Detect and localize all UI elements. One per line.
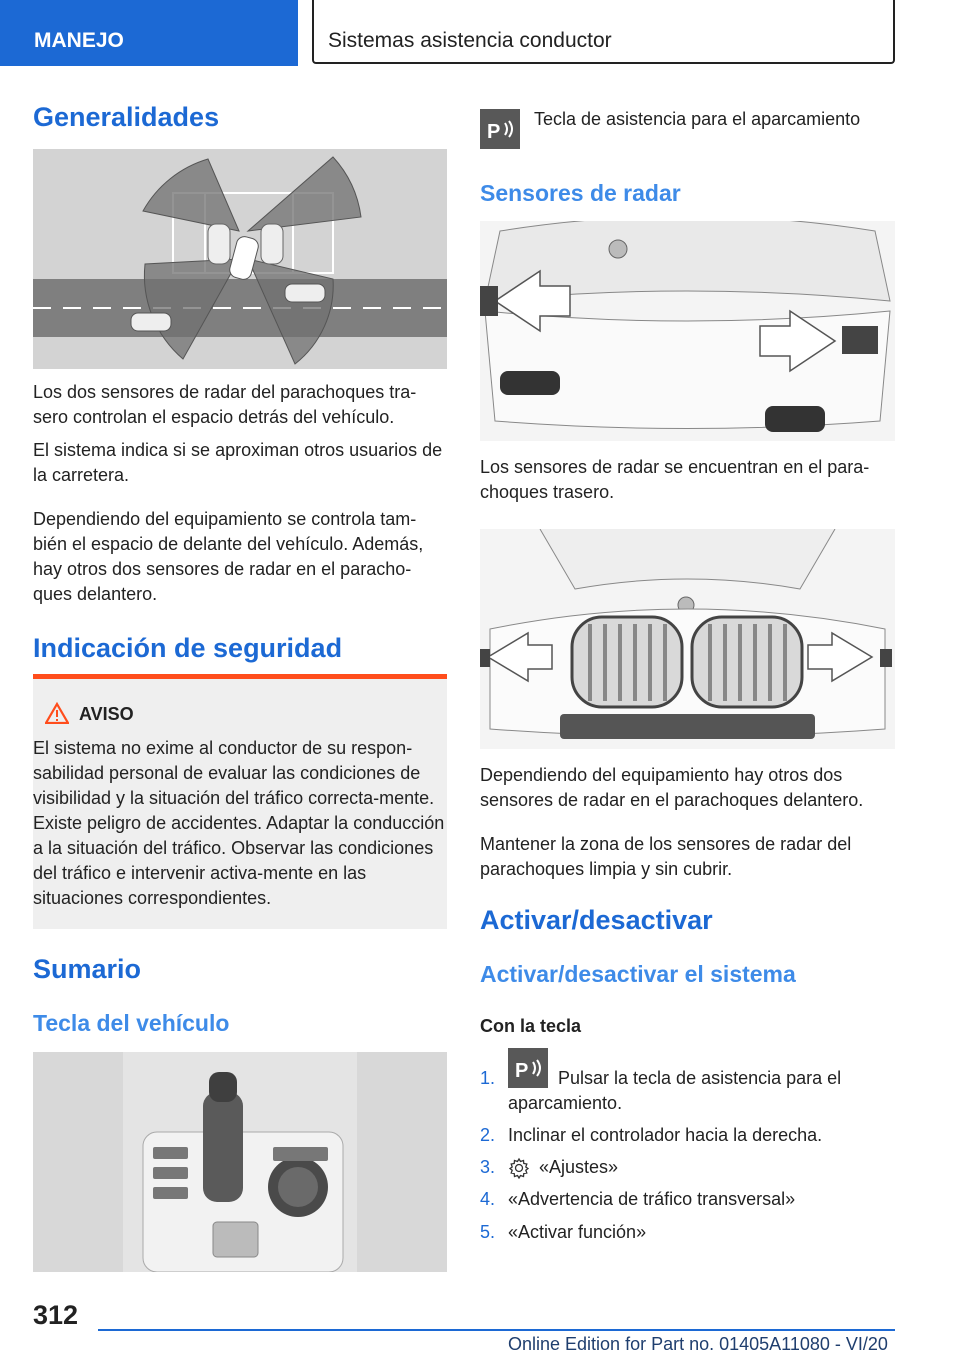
heading-activate-system: Activar/desactivar el sistema [480,961,796,987]
step-text: «Advertencia de tráfico transversal» [508,1189,796,1209]
footer-divider [98,1329,895,1331]
step-number: 5. [480,1222,496,1242]
paragraph-3: Dependiendo del equipamiento se controla tam-bién el espacio de delante del vehículo. Además, hay otros dos sensores de radar en el paracho-ques delantero. [33,509,424,604]
edition-note: Online Edition for Part no. 01405A11080 - VI/20 [508,1334,888,1354]
step-text: Pulsar la tecla de asistencia para el aparcamiento. [508,1068,842,1113]
blind-spot-diagram [33,149,447,369]
with-button-label: Con la tecla [480,1016,582,1036]
warning-box [33,674,447,929]
heading-radar: Sensores de radar [480,180,681,206]
heading-generalidades: Generalidades [33,102,220,132]
warning-bar [33,674,447,679]
svg-text:P: P [487,121,501,143]
button-caption: Tecla de asistencia para el aparcamiento [534,109,861,129]
svg-text:P: P [515,1060,529,1082]
paragraph-1: Los dos sensores de radar del parachoques tra-sero controlan el espacio detrás del vehículo. [33,382,417,427]
step-number: 3. [480,1157,496,1177]
heading-summary: Sumario [33,954,142,984]
chapter-title: Sistemas asistencia conductor [312,0,895,64]
step-text: «Activar función» [508,1222,647,1242]
paragraph-front-sensors: Dependiendo del equipamiento hay otros dos sensores de radar en el parachoques delantero. [480,765,864,810]
rear-bumper-image [480,221,895,441]
step-number: 2. [480,1125,496,1145]
warning-triangle-icon [45,702,69,729]
center-console-image [33,1052,447,1272]
page-header [0,0,960,66]
paragraph-keep-clean: Mantener la zona de los sensores de radar del parachoques limpia y sin cubrir. [480,834,852,879]
paragraph-2: El sistema indica si se aproximan otros usuarios de la carretera. [33,440,443,485]
heading-activate: Activar/desactivar [480,905,713,935]
parking-assist-button-icon [480,109,520,149]
page-number: 312 [33,1300,79,1330]
gear-icon [508,1157,530,1184]
section-tab: MANEJO [0,0,298,66]
warning-text: El sistema no exime al conductor de su respon-sabilidad personal de evaluar las condiciones de visibilidad y la situación del tráfico correcta-mente. Existe peligro de accidentes. Adaptar la conducción a la situación del tráfico. Observar las condiciones del tráfico e intervenir activa-mente en las situaciones correspondientes. [33,738,445,908]
front-bumper-image [480,529,895,749]
step-number: 4. [480,1189,496,1209]
step-text: «Ajustes» [539,1157,619,1177]
step-number: 1. [480,1068,496,1088]
heading-vehicle-button: Tecla del vehículo [33,1010,230,1036]
heading-safety: Indicación de seguridad [33,633,343,663]
step-text: Inclinar el controlador hacia la derecha. [508,1125,823,1145]
warning-title: AVISO [79,704,134,724]
paragraph-rear-sensors: Los sensores de radar se encuentran en el para-choques trasero. [480,457,870,502]
